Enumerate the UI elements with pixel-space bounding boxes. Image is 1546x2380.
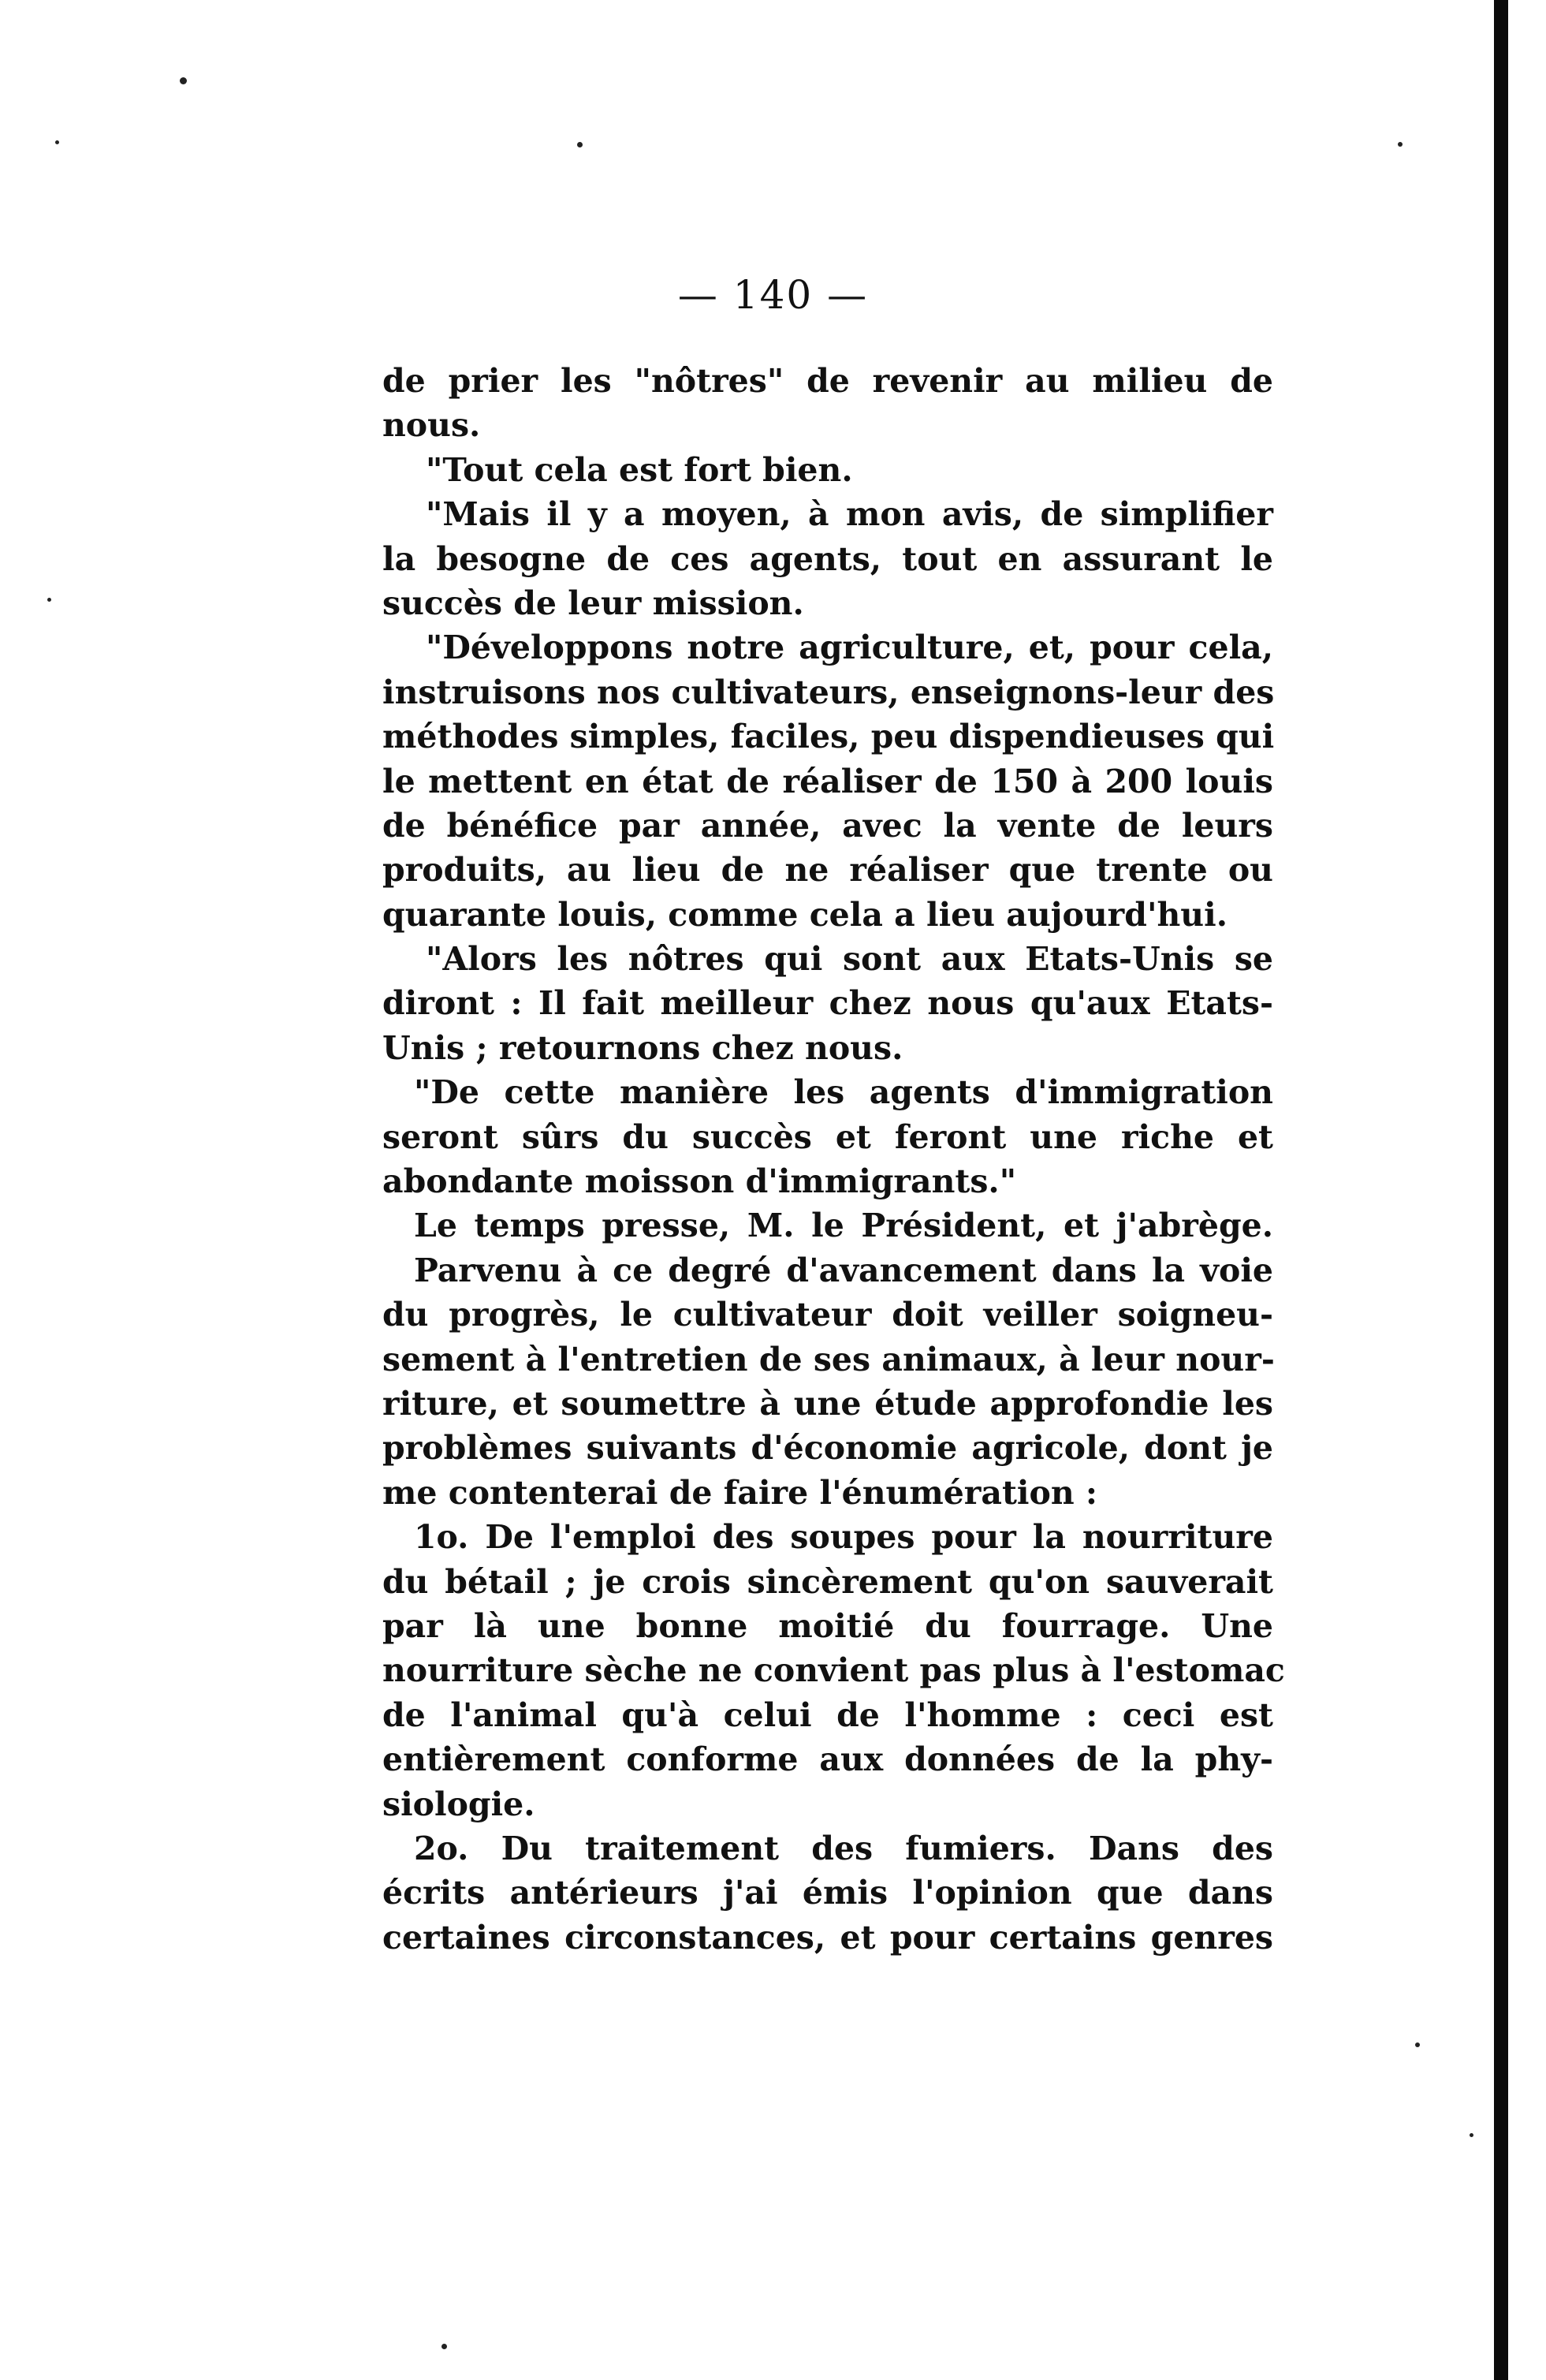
text-line: certaines circonstances, et pour certains genres <box>382 1918 1273 1957</box>
text-line: succès de leur mission. <box>382 584 804 622</box>
text-line: méthodes simples, faciles, peu dispendieuses qui <box>382 718 1275 756</box>
body-text <box>382 359 1285 1960</box>
text-line: instruisons nos cultivateurs, enseignons-leur des <box>382 673 1275 711</box>
text-line: nourriture sèche ne convient pas plus à l'estomac <box>382 1651 1285 1690</box>
text-line: sement à l'entretien de ses animaux, à leur nour- <box>382 1340 1275 1378</box>
text-line: Le temps presse, M. le Président, et j'abrège. <box>414 1207 1273 1245</box>
text-line: nous. <box>382 406 481 445</box>
text-line: "Mais il y a moyen, à mon avis, de simplifier <box>426 495 1273 534</box>
text-line: "De cette manière les agents d'immigration <box>414 1073 1273 1112</box>
text-line: me contenterai de faire l'énumération : <box>382 1473 1098 1512</box>
text-line: problèmes suivants d'économie agricole, dont je <box>382 1429 1273 1468</box>
text-line: "Développons notre agriculture, et, pour cela, <box>426 629 1273 667</box>
text-line: écrits antérieurs j'ai émis l'opinion que dans <box>382 1874 1273 1912</box>
text-line: quarante louis, comme cela a lieu aujourd'hui. <box>382 895 1227 934</box>
text-line: seront sûrs du succès et feront une riche et <box>382 1117 1273 1156</box>
text-line: produits, au lieu de ne réaliser que trente ou <box>382 851 1273 890</box>
text-line: riture, et soumettre à une étude approfondie les <box>382 1384 1273 1423</box>
text-line: du bétail ; je crois sincèrement qu'on sauverait <box>382 1562 1273 1601</box>
text-line: la besogne de ces agents, tout en assurant le <box>382 539 1273 578</box>
text-line: par là une bonne moitié du fourrage. Une <box>382 1606 1273 1645</box>
scan-speck <box>577 142 583 147</box>
text-line: abondante moisson d'immigrants." <box>382 1162 1017 1201</box>
text-line: de l'animal qu'à celui de l'homme : ceci est <box>382 1695 1273 1734</box>
text-line: du progrès, le cultivateur doit veiller soigneu- <box>382 1296 1273 1334</box>
text-line: le mettent en état de réaliser de 150 à 200 louis <box>382 762 1273 800</box>
scan-speck <box>55 140 59 144</box>
page-number: — 140 — <box>677 272 869 318</box>
scan-speck <box>1415 2042 1420 2047</box>
text-line: "Tout cela est fort bien. <box>426 450 853 489</box>
scan-speck <box>180 77 187 84</box>
text-line: entièrement conforme aux données de la phy- <box>382 1740 1273 1779</box>
text-line: Parvenu à ce degré d'avancement dans la voie <box>414 1251 1273 1289</box>
binding-edge-shadow <box>1494 0 1508 2380</box>
scan-speck <box>1398 142 1403 147</box>
text-line: 2o. Du traitement des fumiers. Dans des <box>414 1829 1273 1867</box>
text-line: diront : Il fait meilleur chez nous qu'aux Etats- <box>382 984 1273 1023</box>
text-line: Unis ; retournons chez nous. <box>382 1028 903 1067</box>
scan-speck <box>441 2344 447 2349</box>
text-line: de bénéfice par année, avec la vente de leurs <box>382 806 1273 845</box>
text-line: "Alors les nôtres qui sont aux Etats-Unis se <box>426 940 1273 979</box>
text-line: 1o. De l'emploi des soupes pour la nourriture <box>414 1518 1273 1557</box>
text-line: de prier les "nôtres" de revenir au milieu de <box>382 362 1273 400</box>
scan-speck <box>47 598 51 602</box>
scan-speck <box>1470 2133 1473 2137</box>
text-line: siologie. <box>382 1785 535 1823</box>
